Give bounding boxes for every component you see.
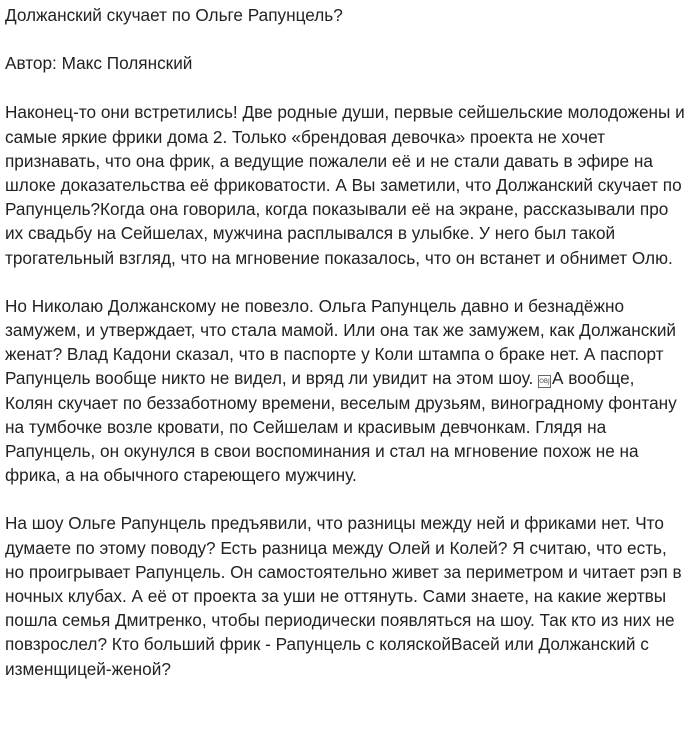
- paragraph-2-text-after: А вообще, Колян скучает по беззаботному времени, веселым друзьям, виноградному фонтану на тумбочке возле кровати, по Сейшелам и красивым девчонкам. Глядя на Рапунцель, он окунулся в свои воспоминания и стал на мгновение похож не на фрика, а на обычного стареющего мужчину.: [5, 368, 677, 486]
- article-paragraph-2: [5, 294, 687, 488]
- article-author: Автор: Макс Полянский: [5, 53, 193, 74]
- paragraph-2-text-before: Но Николаю Должанскому не повезло. Ольга Рапунцель давно и безнадёжно замужем, и утверждает, что стала мамой. Или она так же замужем, как Должанский женат? Влад Кадони сказал, что в паспорте у Коли штампа о браке нет. А паспорт Рапунцель вообще никто не видел, и вряд ли увидит на этом шоу.: [5, 295, 677, 389]
- object-replacement-icon: OBJ: [538, 375, 551, 388]
- article-title: Должанский скучает по Ольге Рапунцель?: [5, 5, 343, 25]
- article-paragraph-1: Наконец-то они встретились! Две родные души, первые сейшельские молодожены и самые яркие фрики дома 2. Только «брендовая девочка» проекта не хочет признавать, что она фрик, а ведущие пожалели её и не стали давать в эфире на шлоке доказательства её фриковатости. А Вы заметили, что Должанский скучает по Рапунцель?Когда она говорила, когда показывали её на экране, рассказывали про их свадьбу на Сейшелах, мужчина расплывался в улыбке. У него был такой трогательный взгляд, что на мгновение показалось, что он встанет и обнимет Олю.: [5, 102, 685, 268]
- article-paragraph-3: На шоу Ольге Рапунцель предъявили, что разницы между ней и фриками нет. Что думаете по этому поводу? Есть разница между Олей и Колей? Я считаю, что есть, но проигрывает Рапунцель. Он самостоятельно живет за периметром и читает рэп в ночных клубах. А её от проекта за уши не оттянуть. Сами знаете, на какие жертвы пошла семья Дмитренко, чтобы периодически появляться на шоу. Так кто из них не повзрослел? Кто больший фрик - Рапунцель с коляскойВасей или Должанский с изменщицей-женой?: [5, 513, 682, 679]
